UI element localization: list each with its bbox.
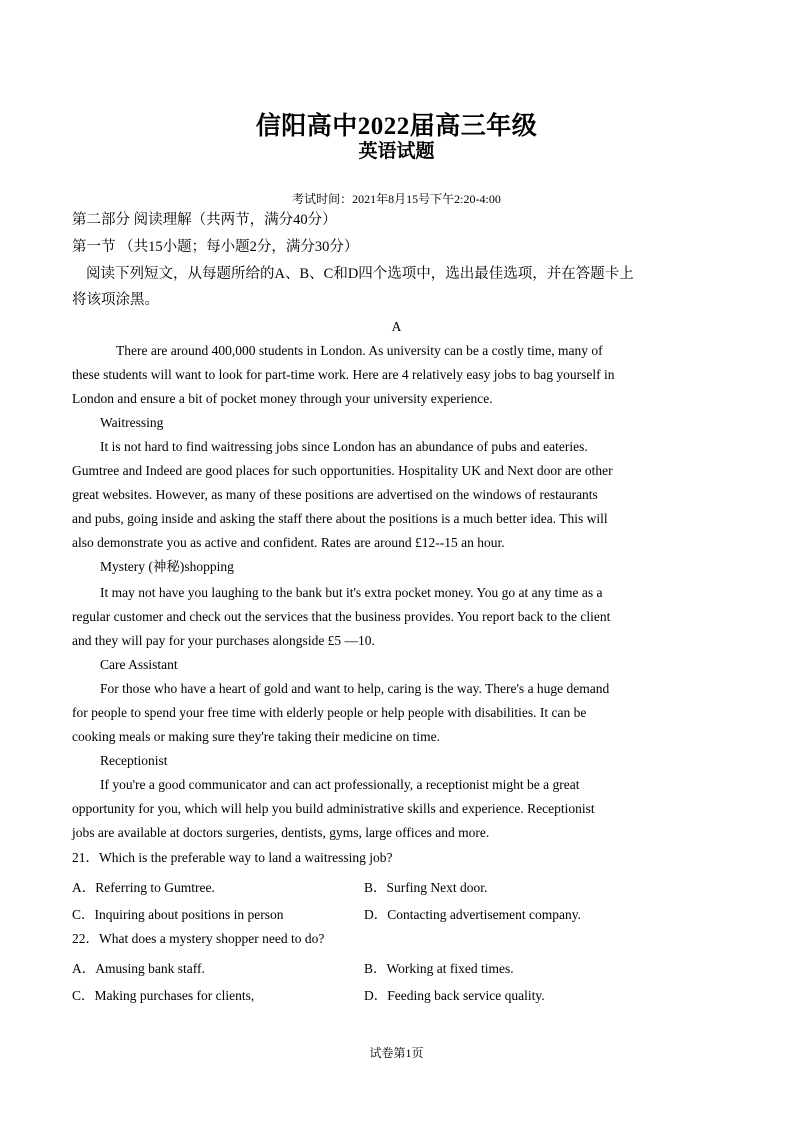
passage-intro-line: London and ensure a bit of pocket money through your university experience. bbox=[72, 391, 493, 406]
mystery-heading: Mystery (神秘)shopping bbox=[100, 559, 234, 574]
option-d: D．Contacting advertisement company. bbox=[364, 907, 581, 922]
page-subtitle: 英语试题 bbox=[358, 141, 435, 162]
passage-intro-line: these students will want to look for part-time work. Here are 4 relatively easy jobs to bag yourself in bbox=[72, 367, 615, 382]
care-line: cooking meals or making sure they're taking their medicine on time. bbox=[72, 729, 440, 744]
care-heading: Care Assistant bbox=[100, 657, 178, 672]
receptionist-heading: Receptionist bbox=[100, 753, 168, 768]
instruction-line-2: 将该项涂黑。 bbox=[72, 292, 159, 308]
instruction-line-1: 阅读下列短文，从每题所给的A、B、C和D四个选项中，选出最佳选项，并在答题卡上 bbox=[86, 266, 634, 282]
option-c: C．Making purchases for clients, bbox=[72, 988, 255, 1003]
waitressing-line: great websites. However, as many of these positions are advertised on the windows of restaurants bbox=[72, 487, 598, 502]
waitressing-line: Gumtree and Indeed are good places for such opportunities. Hospitality UK and Next door are other bbox=[72, 463, 613, 478]
mystery-line: regular customer and check out the services that the business provides. You report back to the client bbox=[72, 609, 611, 624]
passage-letter: A bbox=[391, 319, 402, 334]
waitressing-line: and pubs, going inside and asking the staff there about the positions is a much better idea. This will bbox=[72, 511, 608, 526]
section-sub-heading: 第一节 （共15小题；每小题2分，满分30分） bbox=[72, 239, 359, 255]
option-b: B．Working at fixed times. bbox=[364, 961, 514, 976]
passage-intro-line: There are around 400,000 students in London. As university can be a costly time, many of bbox=[116, 343, 603, 358]
option-c: C．Inquiring about positions in person bbox=[72, 907, 284, 922]
question-stem: 21．Which is the preferable way to land a waitressing job? bbox=[72, 850, 393, 865]
option-a: A．Amusing bank staff. bbox=[72, 961, 205, 976]
mystery-line: It may not have you laughing to the bank but it's extra pocket money. You go at any time as a bbox=[100, 585, 603, 600]
question-stem: 22．What does a mystery shopper need to do? bbox=[72, 931, 325, 946]
option-d: D．Feeding back service quality. bbox=[364, 988, 545, 1003]
mystery-line: and they will pay for your purchases alongside £5 —10. bbox=[72, 633, 375, 648]
receptionist-line: opportunity for you, which will help you build administrative skills and experience. Receptionist bbox=[72, 801, 595, 816]
waitressing-line: also demonstrate you as active and confident. Rates are around £12--15 an hour. bbox=[72, 535, 505, 550]
exam-time: 考试时间：2021年8月15号下午2:20-4:00 bbox=[292, 192, 501, 206]
page-footer: 试卷第1页 bbox=[369, 1046, 424, 1060]
receptionist-line: jobs are available at doctors surgeries, dentists, gyms, large offices and more. bbox=[72, 825, 490, 840]
care-line: For those who have a heart of gold and want to help, caring is the way. There's a huge demand bbox=[100, 681, 610, 696]
option-b: B．Surfing Next door. bbox=[364, 880, 488, 895]
care-line: for people to spend your free time with elderly people or help people with disabilities. It can be bbox=[72, 705, 587, 720]
waitressing-line: It is not hard to find waitressing jobs since London has an abundance of pubs and eateries. bbox=[100, 439, 588, 454]
waitressing-heading: Waitressing bbox=[100, 415, 164, 430]
option-a: A．Referring to Gumtree. bbox=[72, 880, 215, 895]
page-title: 信阳高中2022届高三年级 bbox=[255, 113, 538, 140]
receptionist-line: If you're a good communicator and can act professionally, a receptionist might be a great bbox=[100, 777, 580, 792]
section-part-heading: 第二部分 阅读理解（共两节，满分40分） bbox=[72, 212, 337, 228]
